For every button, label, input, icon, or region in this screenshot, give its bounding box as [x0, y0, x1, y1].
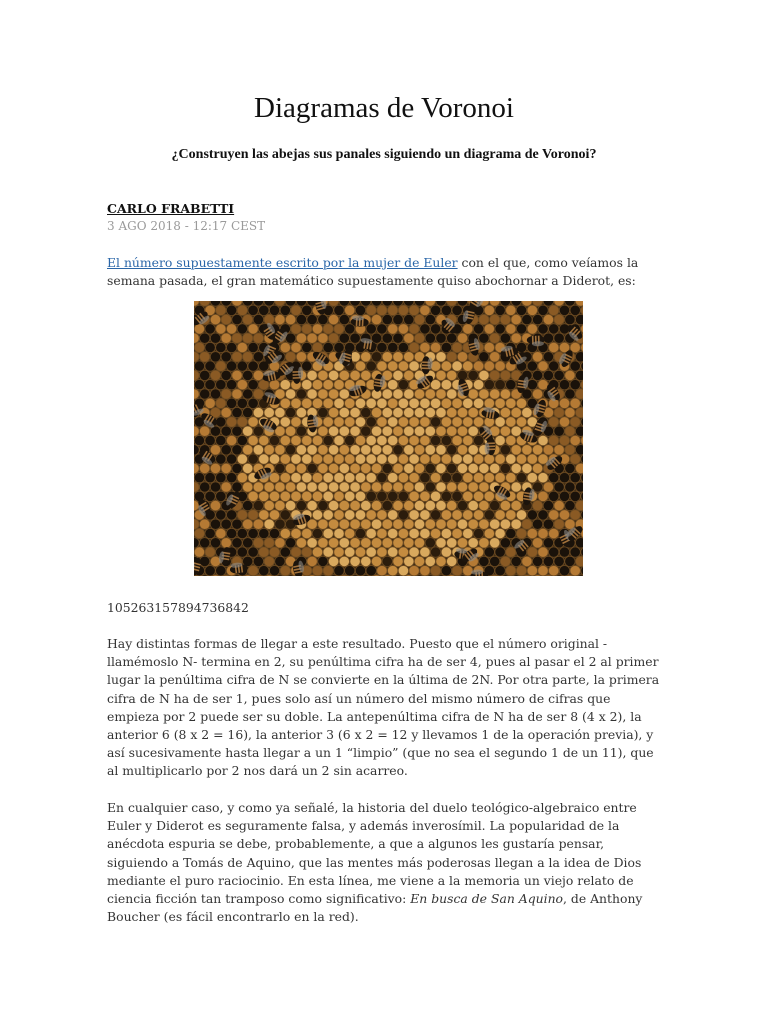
article-title: Diagramas de Voronoi	[254, 92, 514, 124]
line-text: , de Anthony	[563, 891, 643, 907]
paragraph-line: mediante el puro raciocinio. En esta línea, me viene a la memoria un viejo relato de	[107, 872, 634, 888]
paragraph-line: empieza por 2 puede ser su doble. La antepenúltima cifra de N ha de ser 8 (4 x 2), la	[107, 708, 642, 724]
article-subtitle: ¿Construyen las abejas sus panales siguiendo un diagrama de Voronoi?	[171, 147, 597, 162]
paragraph-line: anterior 6 (8 x 2 = 16), la anterior 3 (6 x 2 = 12 y llevamos 1 de la operación previa), y	[107, 727, 654, 743]
intro-paragraph	[107, 254, 677, 290]
result-number: 105263157894736842	[107, 600, 249, 615]
conclusion-paragraph	[107, 799, 677, 926]
honeycomb-with-bees-image	[194, 301, 583, 576]
paragraph-line: cifra de N ha de ser 1, pues solo así un número del mismo número de cifras que	[107, 690, 611, 706]
intro-line1-text: con el que, como veíamos la	[457, 255, 639, 270]
paragraph-line: En cualquier caso, y como ya señalé, la historia del duelo teológico-algebraico entre	[107, 800, 637, 815]
paragraph-line: Euler y Diderot es seguramente falsa, y además inverosímil. La popularidad de la	[107, 818, 620, 834]
paragraph-line: Boucher (es fácil encontrarlo en la red).	[107, 909, 359, 925]
paragraph-line: llamémoslo N- termina en 2, su penúltima cifra ha de ser 4, pues al pasar el 2 al primer	[107, 654, 659, 670]
author-link[interactable]: CARLO FRABETTI	[107, 201, 235, 216]
paragraph-line: Hay distintas formas de llegar a este resultado. Puesto que el número original -	[107, 636, 608, 651]
paragraph-line: así sucesivamente hasta llegar a un 1 “limpio” (que no sea el segundo 1 de un 11), que	[107, 745, 654, 761]
euler-number-link[interactable]: El número supuestamente escrito por la mujer de Euler	[107, 255, 458, 270]
line-text: ciencia ficción tan tramposo como significativo:	[107, 891, 411, 907]
paragraph-line	[107, 890, 677, 908]
story-title: En busca de San Aquino	[410, 891, 564, 907]
explanation-paragraph	[107, 635, 677, 781]
paragraph-line: anécdota espuria se debe, probablemente, a que a algunos les gustaría pensar,	[107, 836, 605, 852]
paragraph-line: al multiplicarlo por 2 nos dará un 2 sin acarreo.	[107, 763, 408, 779]
publish-date: 3 AGO 2018 - 12:17 CEST	[107, 219, 266, 233]
paragraph-line: siguiendo a Tomás de Aquino, que las mentes más poderosas llegan a la idea de Dios	[107, 854, 642, 870]
paragraph-line: lugar la penúltima cifra de N se convierte en la última de 2N. Por otra parte, la primera	[107, 672, 660, 688]
intro-line2-text: semana pasada, el gran matemático supuestamente quiso abochornar a Diderot, es:	[107, 273, 636, 289]
honeycomb-photo	[194, 301, 583, 576]
